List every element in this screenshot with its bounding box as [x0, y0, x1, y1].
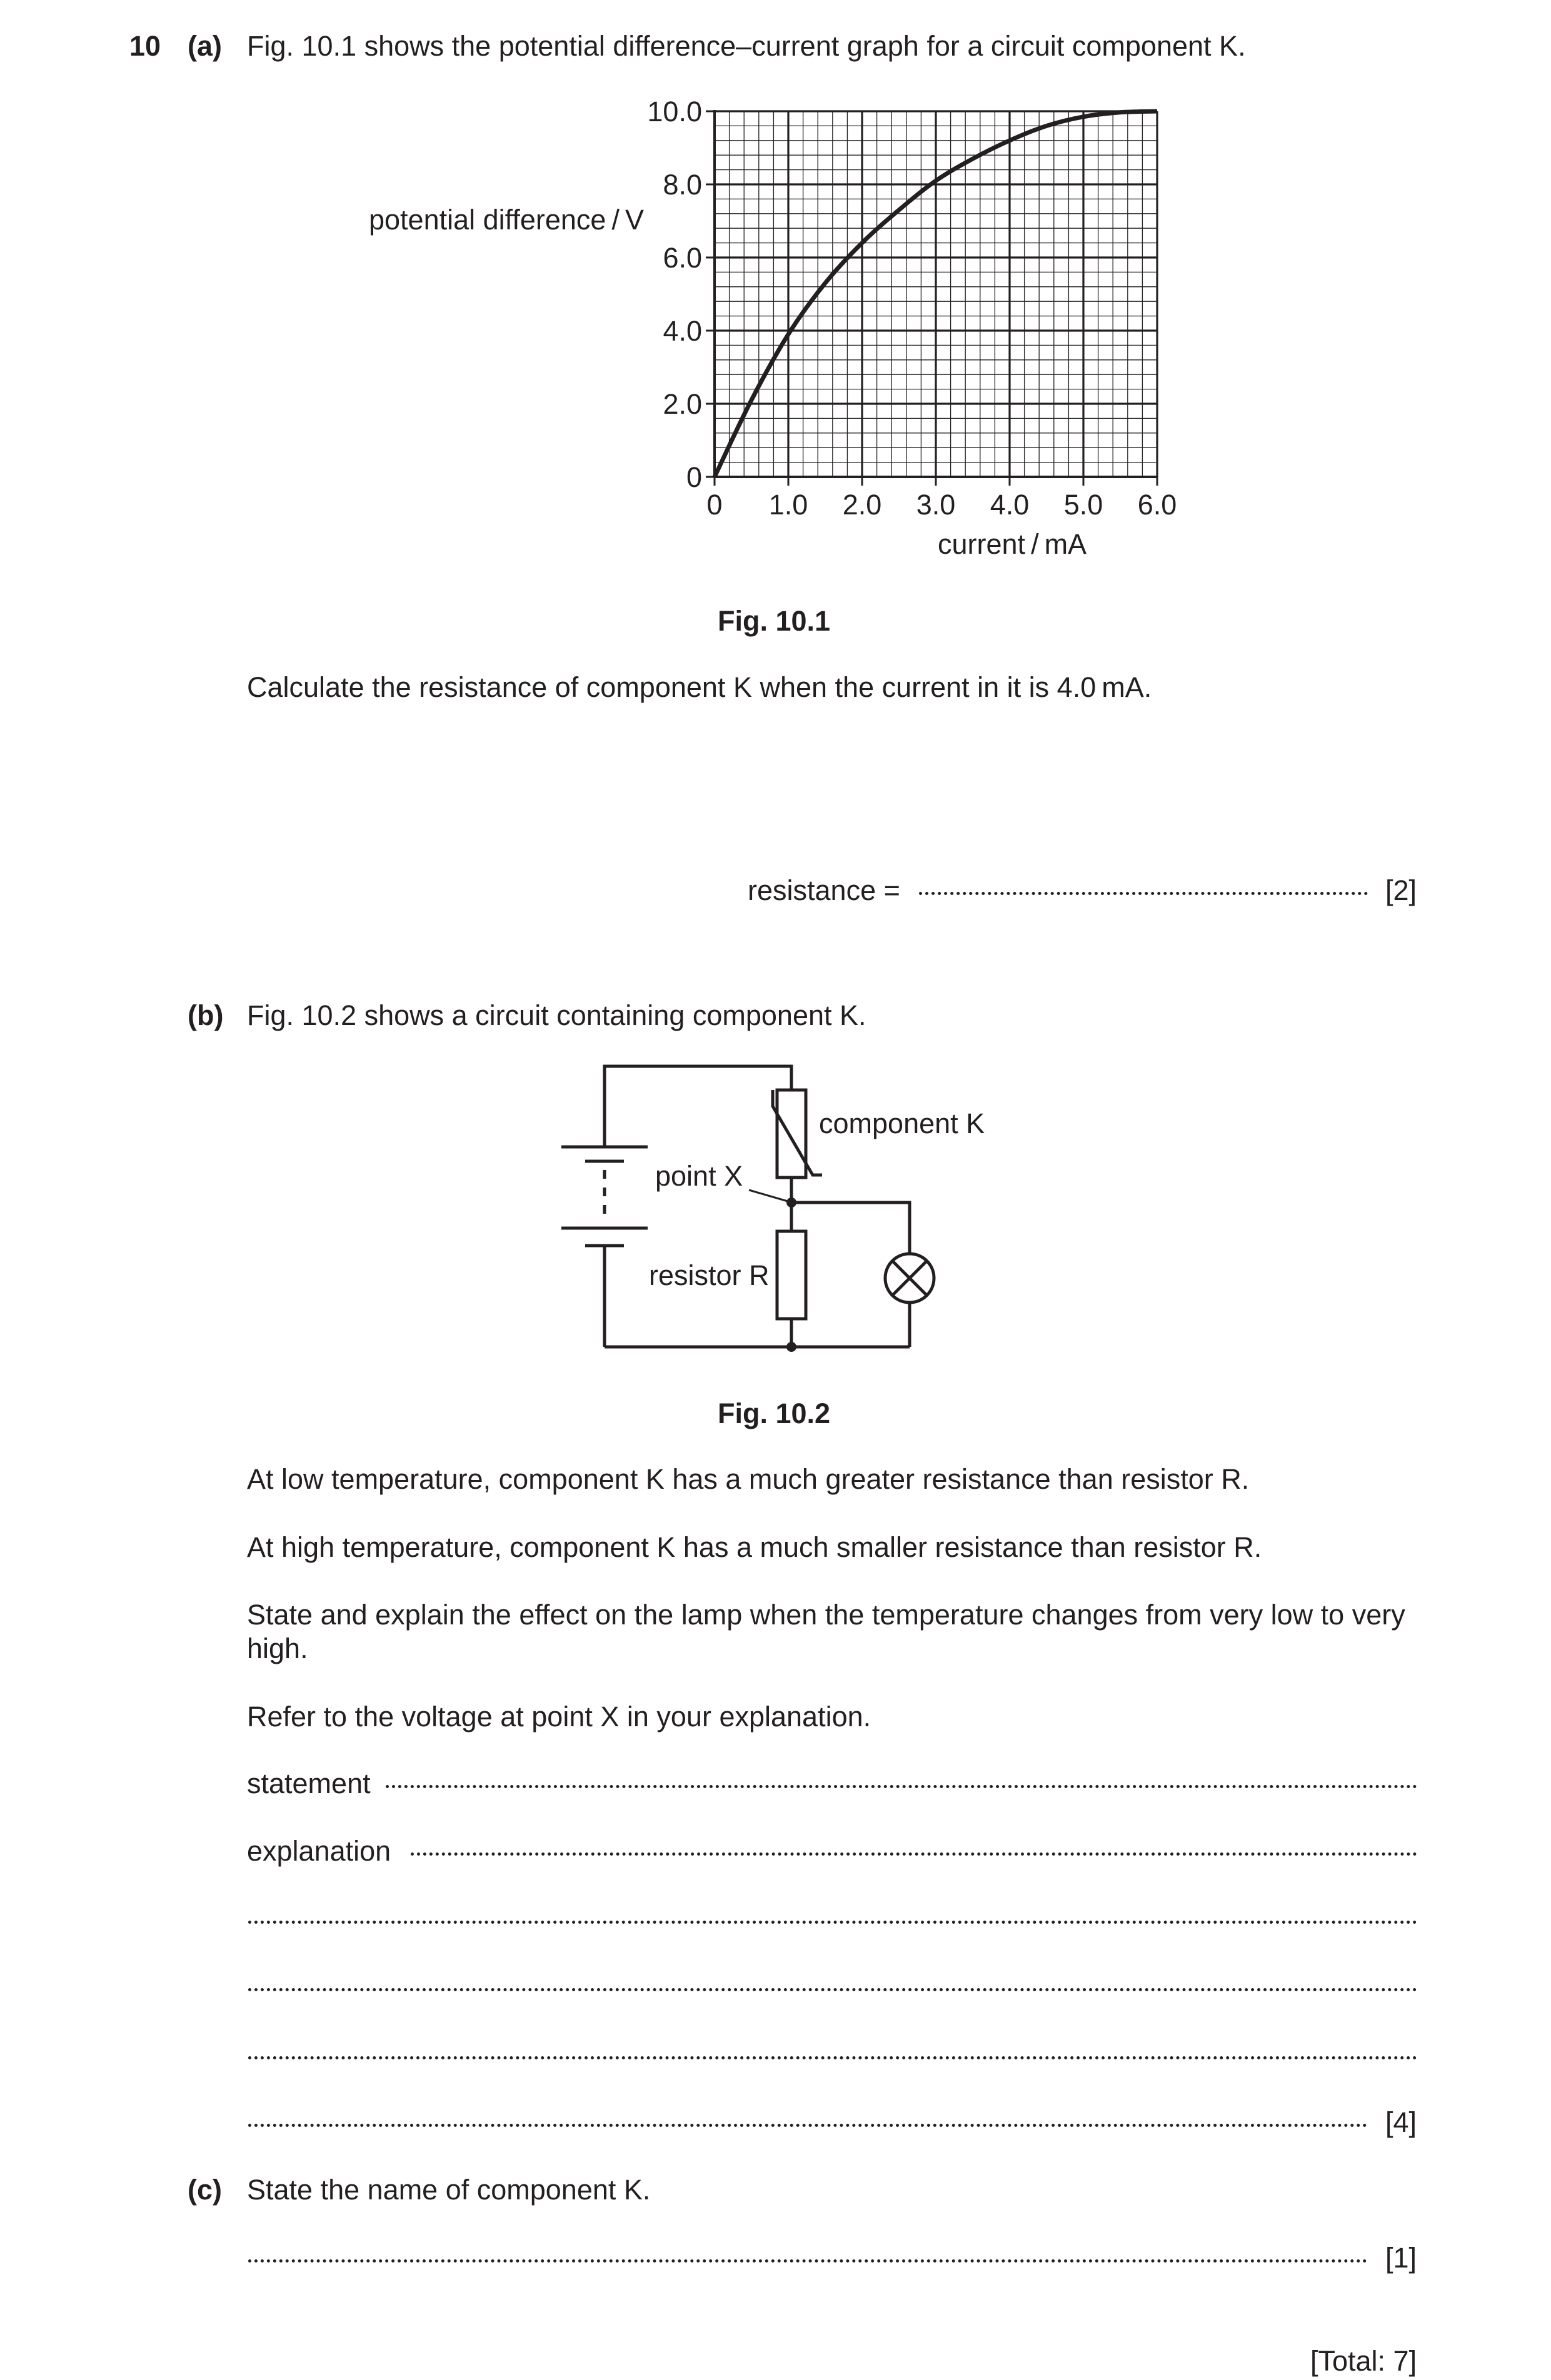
graph-major-grid [715, 110, 1157, 477]
part-b-para3-line1: State and explain the effect on the lamp when the temperature changes from very low to very [247, 1599, 1405, 1631]
wire-top [605, 1066, 791, 1147]
x-tick-label: 5.0 [1063, 489, 1103, 521]
y-tick-label: 0 [686, 461, 702, 493]
question-number: 10 [129, 30, 161, 62]
total-marks: [Total: 7] [1310, 2345, 1417, 2377]
junction-bottom [786, 1342, 796, 1352]
explanation-answer-line-3[interactable] [248, 1988, 1417, 1991]
part-b-para4: Refer to the voltage at point X in your explanation. [247, 1701, 871, 1732]
y-tick-label: 10.0 [647, 96, 702, 128]
part-a-label: (a) [188, 30, 222, 62]
y-axis-label: potential difference / V [369, 204, 644, 236]
fig-10-1-caption: Fig. 10.1 [718, 605, 831, 637]
explanation-answer-line-4[interactable] [248, 2056, 1417, 2059]
resistance-answer-label: resistance = [748, 874, 900, 906]
x-tick-label: 3.0 [916, 489, 956, 521]
y-tick-label: 8.0 [663, 169, 702, 201]
component-k-body [777, 1090, 806, 1178]
fig-10-2-caption: Fig. 10.2 [718, 1398, 831, 1429]
y-tick-label: 6.0 [663, 242, 702, 274]
point-x-label: point X [655, 1160, 743, 1192]
x-tick-label: 4.0 [990, 489, 1030, 521]
x-tick-label: 2.0 [842, 489, 882, 521]
component-k-diagonal [773, 1090, 822, 1175]
explanation-answer-line-1[interactable] [411, 1852, 1417, 1856]
resistor-r-label: resistor R [649, 1259, 770, 1291]
x-tick-label: 6.0 [1137, 489, 1177, 521]
part-b-intro: Fig. 10.2 shows a circuit containing component K. [247, 999, 866, 1031]
x-axis-label: current / mA [938, 528, 1087, 560]
part-b-para3-line2: high. [247, 1632, 308, 1664]
part-c-answer-line[interactable] [248, 2259, 1367, 2262]
part-b-para2: At high temperature, component K has a much smaller resistance than resistor R. [247, 1531, 1262, 1563]
part-b-para1: At low temperature, component K has a much greater resistance than resistor R. [247, 1463, 1250, 1495]
resistor-r-body [777, 1231, 806, 1319]
part-c-label: (c) [188, 2174, 222, 2206]
part-c-marks: [1] [1385, 2242, 1417, 2274]
explanation-answer-line-5[interactable] [248, 2124, 1367, 2127]
x-tick-label: 1.0 [768, 489, 808, 521]
x-tick-label: 0 [706, 489, 723, 521]
point-x-leader [749, 1190, 788, 1201]
part-c-task: State the name of component K. [247, 2174, 651, 2206]
part-a-marks: [2] [1385, 874, 1417, 906]
y-tick-label: 2.0 [663, 388, 702, 420]
part-b-marks: [4] [1385, 2106, 1417, 2138]
pd-current-graph [0, 0, 1551, 625]
part-a-task: Calculate the resistance of component K when the current in it is 4.0 mA. [247, 671, 1152, 703]
statement-answer-line[interactable] [386, 1785, 1417, 1788]
circuit-diagram [0, 1031, 1551, 1381]
resistance-answer-line[interactable] [919, 892, 1368, 895]
y-tick-label: 4.0 [663, 315, 702, 347]
explanation-answer-line-2[interactable] [248, 1921, 1417, 1924]
statement-label: statement [247, 1768, 371, 1799]
junction-point-x [786, 1198, 796, 1208]
wire-branch [791, 1202, 910, 1254]
part-b-label: (b) [188, 999, 224, 1031]
explanation-label: explanation [247, 1835, 391, 1867]
part-a-intro: Fig. 10.1 shows the potential difference–current graph for a circuit component K. [247, 30, 1246, 62]
component-k-label: component K [819, 1108, 985, 1139]
